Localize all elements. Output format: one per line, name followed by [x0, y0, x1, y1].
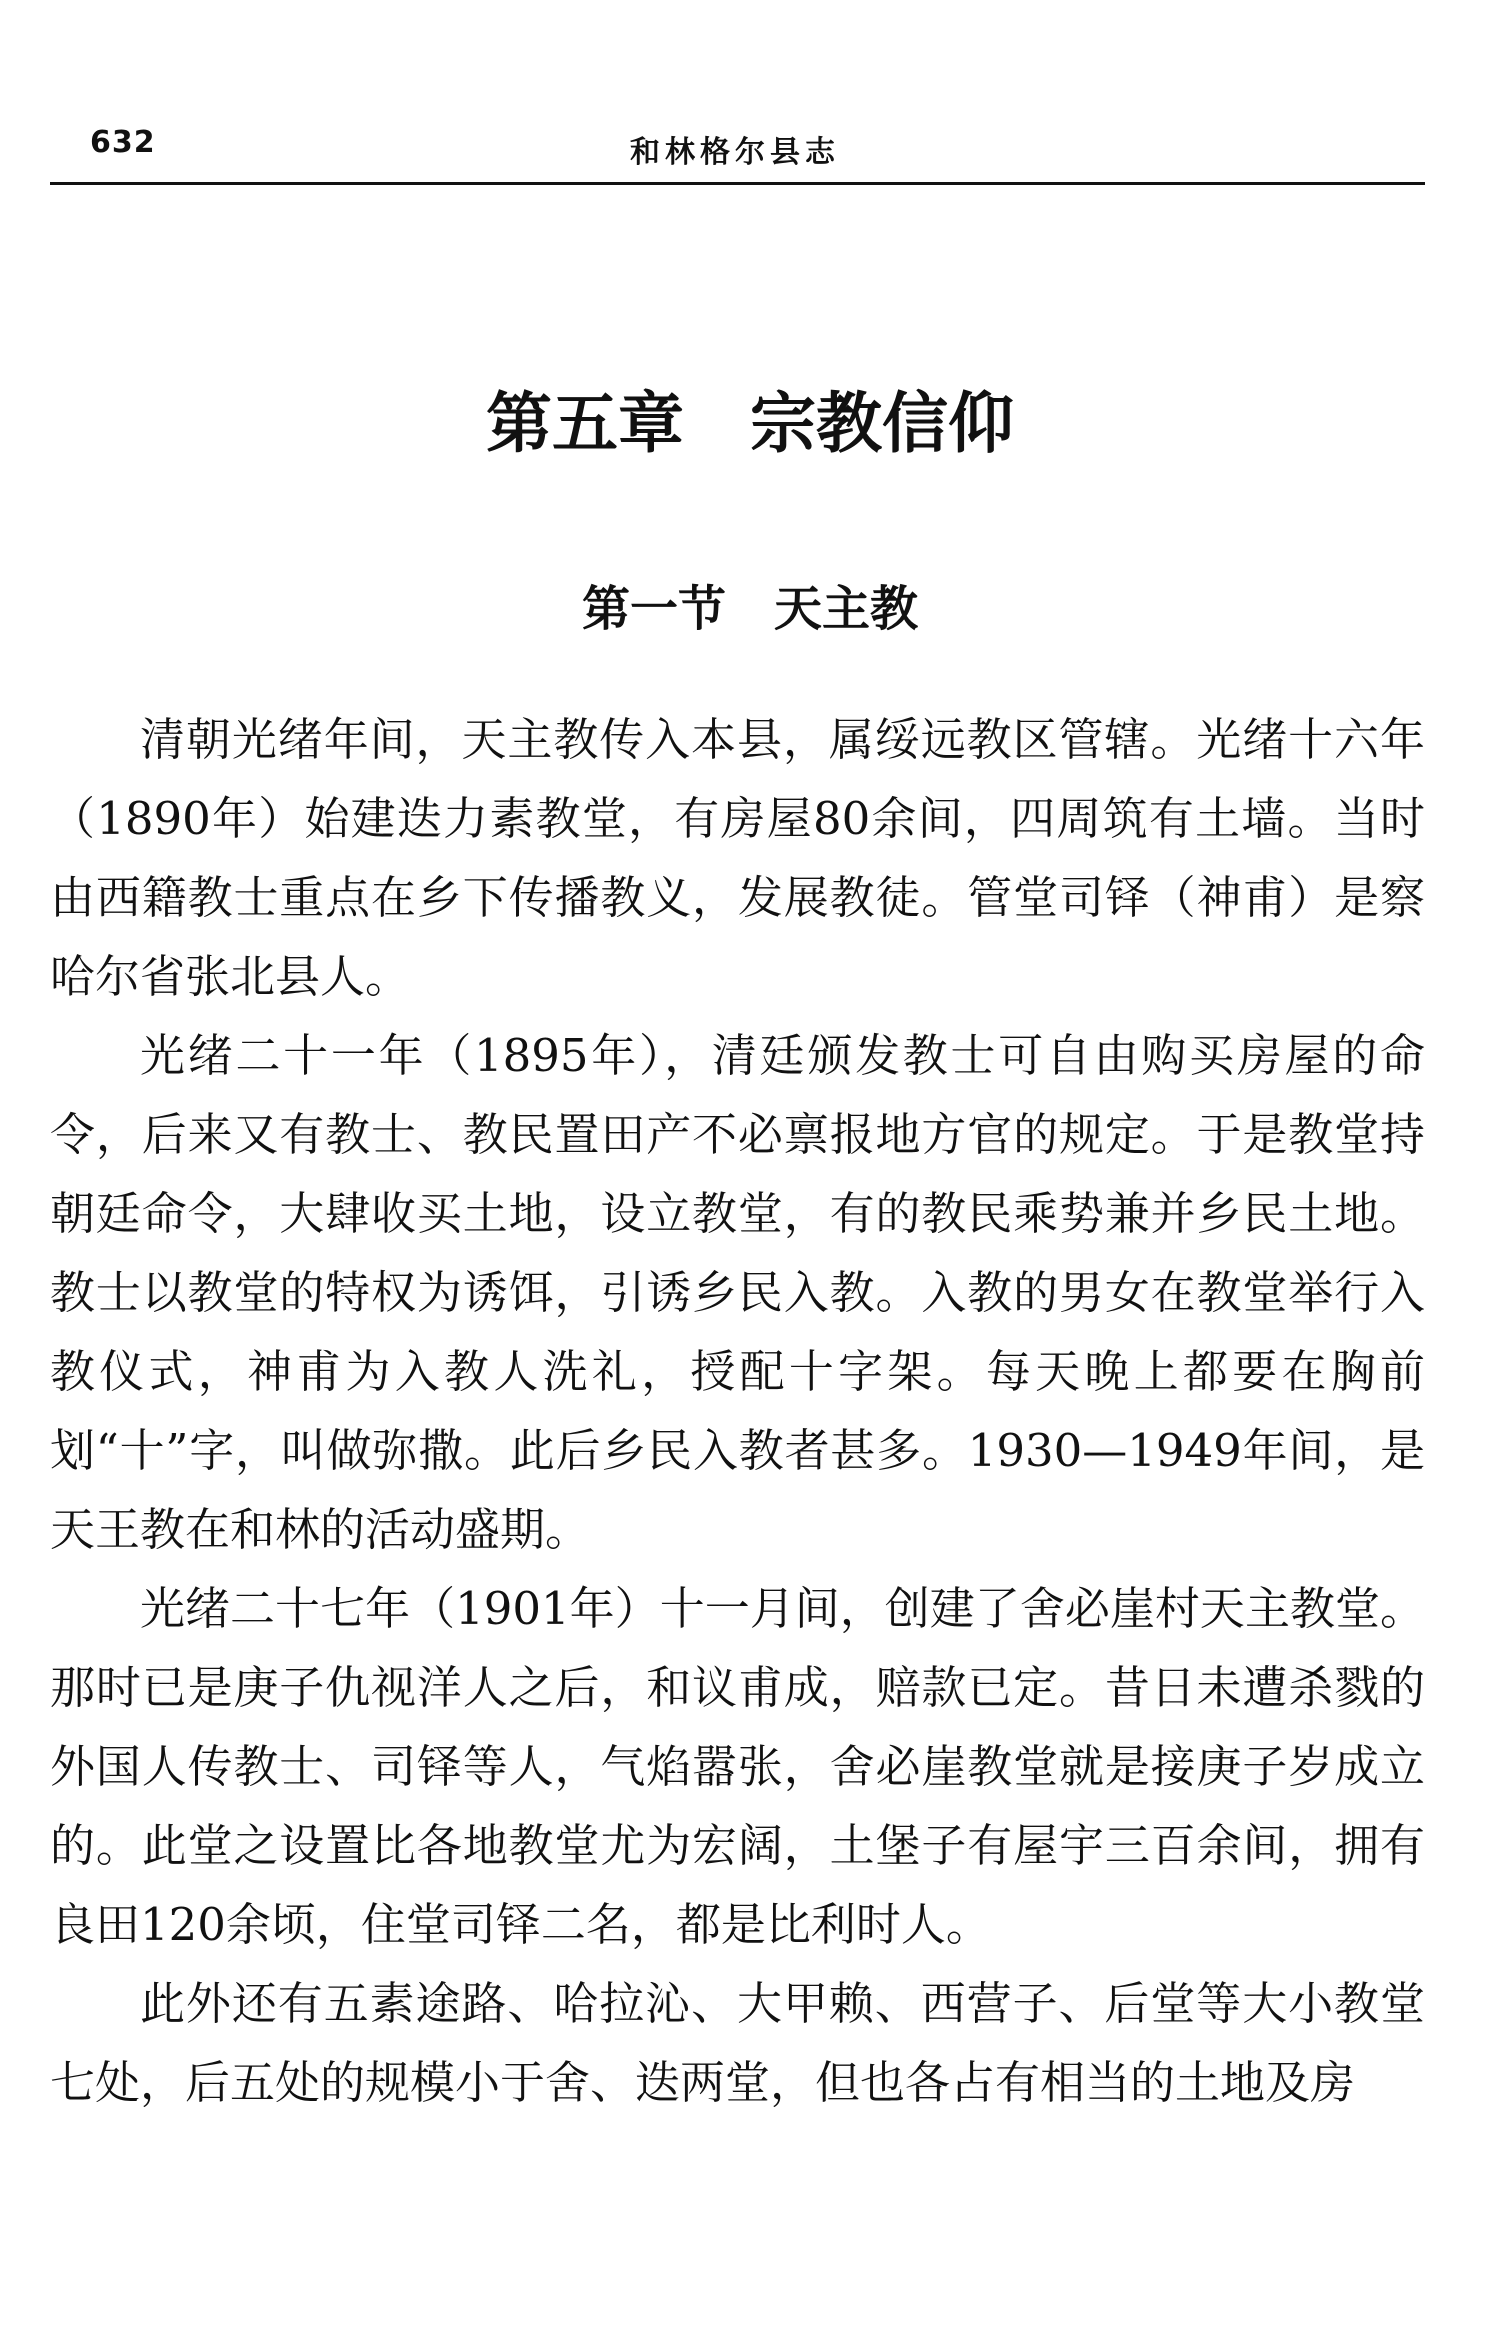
chapter-title: 第五章 宗教信仰 — [486, 385, 1014, 462]
section-title: 第一节 天主教 — [581, 581, 918, 637]
header-rule — [50, 182, 1425, 185]
body-text — [50, 700, 1425, 2122]
paragraph: 清朝光绪年间，天主教传入本县，属绥远教区管辖。光绪十六年（1890年）始建迭力素教堂，有房屋80余间，四周筑有土墙。当时由西籍教士重点在乡下传播教义，发展教徒。管堂司铎（神甫）是察哈尔省张北县人。 — [50, 713, 1425, 1003]
paragraph: 此外还有五素途路、哈拉沁、大甲赖、西营子、后堂等大小教堂七处，后五处的规模小于舍、迭两堂，但也各占有相当的土地及房 — [50, 1977, 1425, 2109]
book-title: 和林格尔县志 — [630, 135, 840, 170]
page-number: 632 — [90, 125, 156, 160]
paragraph: 光绪二十七年（1901年）十一月间，创建了舍必崖村天主教堂。那时已是庚子仇视洋人之后，和议甫成，赔款已定。昔日未遭杀戮的外国人传教士、司铎等人，气焰嚣张，舍必崖教堂就是接庚子岁成立的。此堂之设置比各地教堂尤为宏阔，土堡子有屋宇三百余间，拥有良田120余顷，住堂司铎二名，都是比利时人。 — [50, 1582, 1425, 1951]
running-header — [50, 115, 1420, 175]
paragraph: 光绪二十一年（1895年），清廷颁发教士可自由购买房屋的命令，后来又有教士、教民置田产不必禀报地方官的规定。于是教堂持朝廷命令，大肆收买土地，设立教堂，有的教民乘势兼并乡民土地。教士以教堂的特权为诱饵，引诱乡民入教。入教的男女在教堂举行入教仪式，神甫为入教人洗礼，授配十字架。每天晚上都要在胸前划“十”字，叫做弥撒。此后乡民入教者甚多。1930—1949年间，是天王教在和林的活动盛期。 — [50, 1029, 1425, 1556]
